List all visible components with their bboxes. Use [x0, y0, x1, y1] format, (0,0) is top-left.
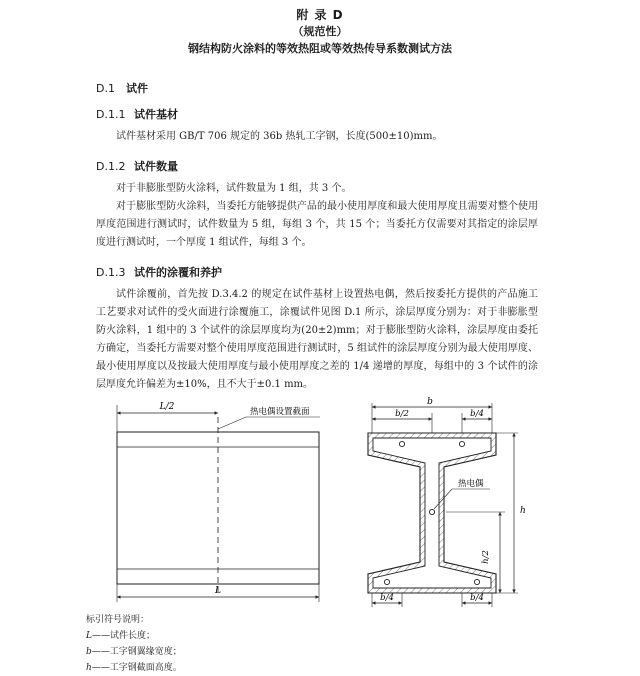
paragraph-base-material: [96, 128, 538, 146]
dim-label-b-quarter-top: b/4: [470, 409, 484, 419]
section-d1-1: [96, 106, 178, 122]
dim-label-b: b: [427, 397, 433, 407]
legend-item: [86, 660, 182, 676]
thermocouple-label: 热电偶: [458, 479, 484, 489]
paragraph-text: 试件基材采用 GB/T 706 规定的 36b 热轧工字钢，长度(500±10)mm。: [116, 131, 443, 142]
thermocouple-point: [459, 441, 464, 446]
section-number: D.1.2: [96, 160, 126, 173]
specimen-elevation: [117, 402, 320, 602]
legend-symbol: L: [86, 631, 92, 641]
dim-label-b-quarter-bl: b/4: [380, 593, 394, 603]
dim-label-h: h: [520, 506, 526, 516]
legend-text: ——试件长度；: [91, 631, 155, 641]
paragraph-coating: [96, 286, 538, 394]
section-d1-3: [96, 264, 222, 280]
section-number: D.1.1: [96, 108, 126, 121]
paragraph-text: 对于非膨胀型防火涂料，试件数量为 1 组，共 3 个。: [116, 183, 352, 194]
section-title: 试件的涂覆和养护: [134, 266, 222, 279]
section-d1: [96, 80, 148, 96]
legend-item: [86, 644, 182, 660]
section-d1-2: [96, 158, 178, 174]
dim-label-length: L: [215, 586, 221, 596]
thermocouple-section-label: 热电偶设置截面: [250, 407, 310, 417]
section-title: 试件数量: [134, 160, 178, 173]
ibeam-cross-section: [368, 397, 526, 607]
legend: [86, 612, 182, 676]
section-title: 试件: [126, 82, 148, 95]
legend-heading: 标引符号说明：: [86, 615, 150, 625]
section-number: D.1.3: [96, 266, 126, 279]
legend-text: ——工字钢翼缘宽度；: [91, 647, 182, 657]
appendix-nature: （规范性）: [292, 25, 348, 38]
thermocouple-point: [474, 579, 479, 584]
legend-symbol: b: [86, 647, 92, 657]
dim-label-b-half: b/2: [395, 409, 409, 419]
section-number: D.1: [96, 82, 115, 95]
paragraph-specimen-count: [96, 180, 538, 252]
paragraph-text: 对于膨胀型防火涂料，当委托方能够提供产品的最小使用厚度和最大使用厚度且需要对整个使用厚度范围进行测试时，试件数量为 5 组，每组 3 个，共 15 个；当委托方仅需要对其指定的涂层厚度进行测试时，一个厚度 1 组试件，每组 3 个。: [96, 201, 538, 248]
appendix-heading: 附 录 D: [296, 8, 344, 22]
paragraph-text: 试件涂覆前，首先按 D.3.4.2 的规定在试件基材上设置热电偶，然后按委托方提供的产品施工工艺要求对试件的受火面进行涂覆施工，涂覆试件见图 D.1 所示，涂层厚度分别为：对于非膨胀型防火涂料，1 组中的 3 个试件的涂层厚度均为(20±2)mm；对于膨胀型防火涂料，涂层厚度由委托方确定，当委托方需要对整个使用厚度范围进行测试时，5 组试件的涂层厚度分别为最大使用厚度、最小使用厚度以及按最大使用厚度与最小使用厚度之差的 1/4 递增的厚度，每组中的 3 个试件的涂层厚度允许偏差为±10%，且不大于±0.1 mm。: [96, 289, 538, 390]
appendix-title: 钢结构防火涂料的等效热阻或等效热传导系数测试方法: [188, 42, 452, 55]
dim-label-b-quarter-br: b/4: [470, 593, 484, 603]
thermocouple-point: [384, 579, 389, 584]
thermocouple-point: [429, 509, 434, 514]
section-title: 试件基材: [134, 108, 178, 121]
legend-item: [86, 628, 182, 644]
legend-text: ——工字钢截面高度。: [91, 663, 182, 673]
dim-label-half-length: L/2: [159, 402, 175, 412]
thermocouple-point: [399, 441, 404, 446]
leader-line: [218, 417, 246, 429]
legend-symbol: h: [86, 663, 92, 673]
figure-d1: [0, 395, 640, 610]
dim-label-h-half: h/2: [481, 550, 491, 564]
